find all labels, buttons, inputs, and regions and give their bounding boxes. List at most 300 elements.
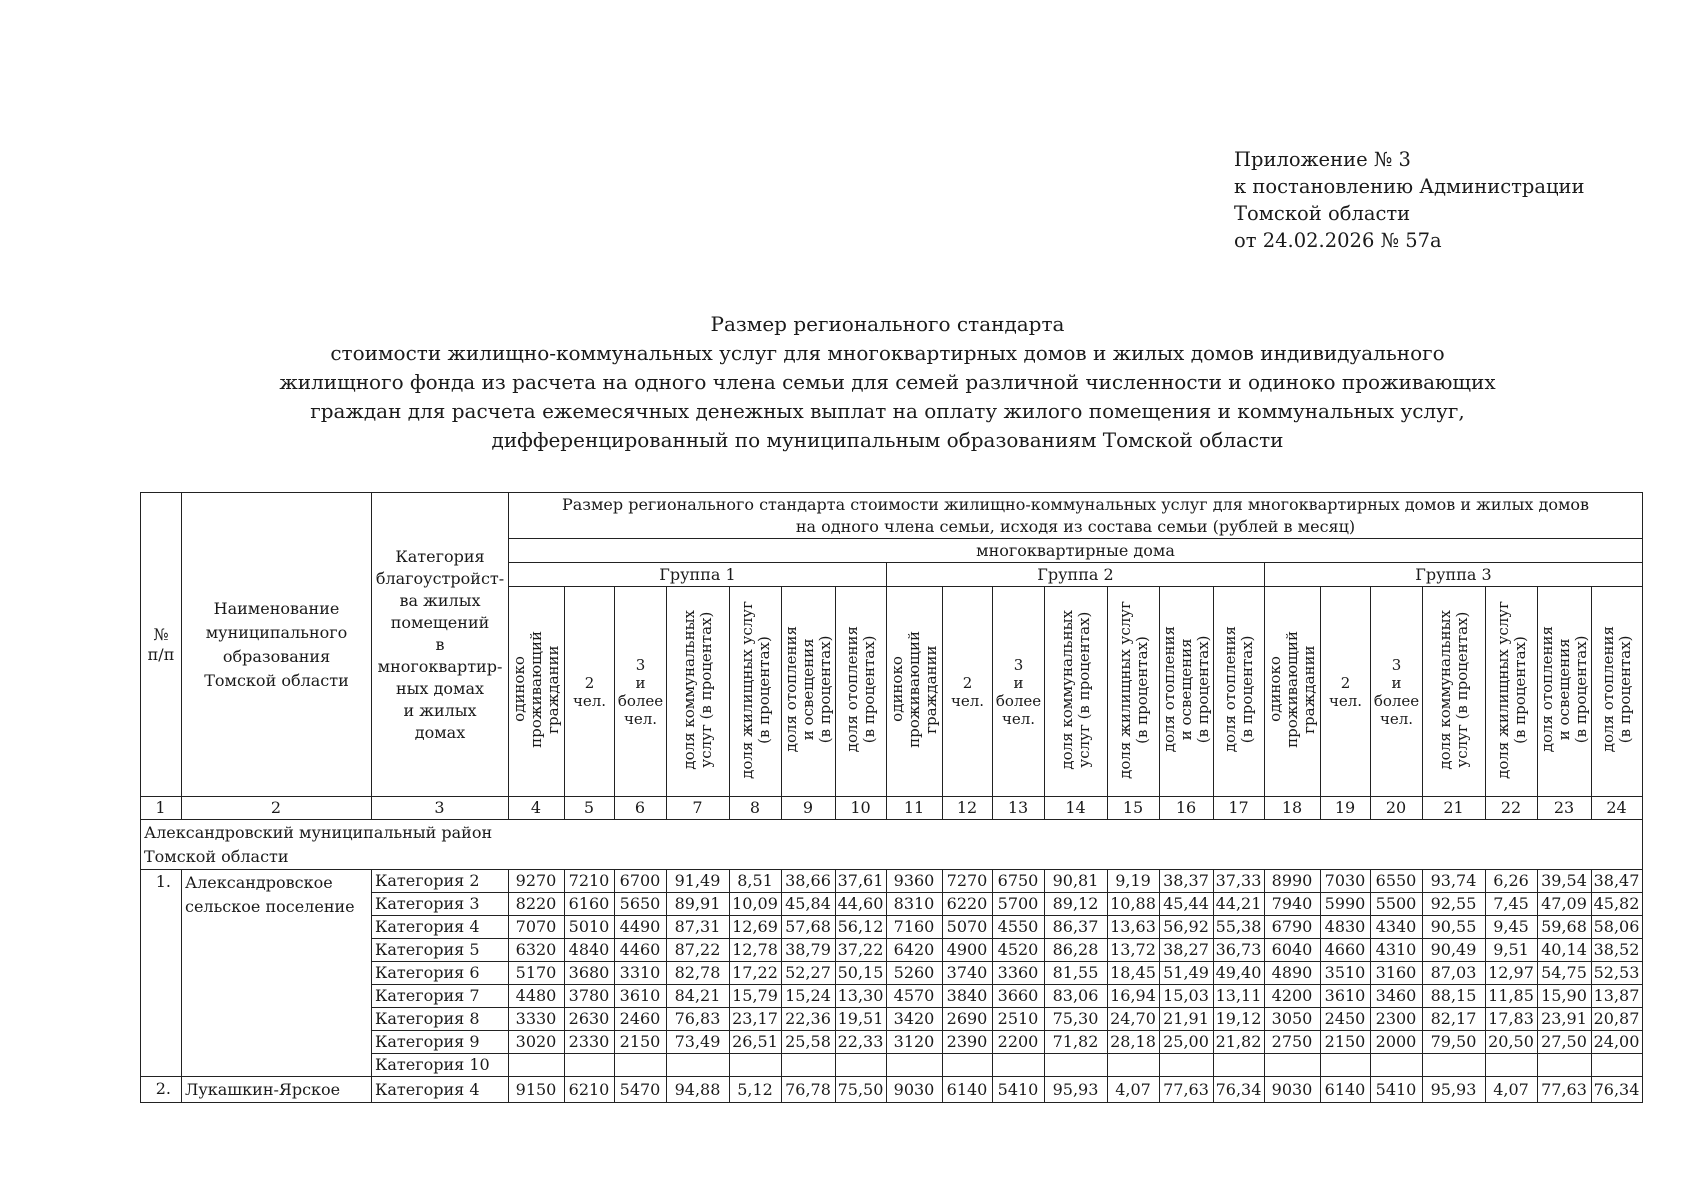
header-housing-share [730, 587, 782, 797]
category-cell: Категория 3 [372, 893, 509, 916]
value-cell: 11,85 [1486, 985, 1538, 1008]
value-cell: 6,26 [1486, 870, 1538, 893]
value-cell: 20,87 [1592, 1008, 1643, 1031]
value-cell: 89,91 [667, 893, 730, 916]
value-cell: 6040 [1265, 939, 1321, 962]
column-number: 10 [836, 797, 887, 820]
value-cell: 6140 [943, 1077, 993, 1103]
rotated-label: доля жилищных услуг (в процентах) [1493, 600, 1529, 779]
value-cell: 2450 [1321, 1008, 1371, 1031]
row-index: 1. [141, 870, 182, 1077]
value-cell: 95,93 [1423, 1077, 1486, 1103]
value-cell: 84,21 [667, 985, 730, 1008]
value-cell: 7070 [509, 916, 565, 939]
value-cell: 3660 [993, 985, 1045, 1008]
value-cell: 38,52 [1592, 939, 1643, 962]
header-housing-share [1486, 587, 1538, 797]
column-number: 5 [565, 797, 615, 820]
value-cell: 15,90 [1538, 985, 1592, 1008]
column-number: 1 [141, 797, 182, 820]
municipality-name: Лукашкин-Ярское [182, 1077, 372, 1103]
value-cell: 12,78 [730, 939, 782, 962]
column-number: 6 [615, 797, 667, 820]
value-cell [1265, 1054, 1321, 1077]
header-subheader: многоквартирные дома [509, 539, 1643, 563]
value-cell: 5500 [1371, 893, 1423, 916]
value-cell: 4490 [615, 916, 667, 939]
document-title [140, 310, 1635, 455]
value-cell: 2150 [1321, 1031, 1371, 1054]
value-cell: 15,79 [730, 985, 782, 1008]
value-cell: 89,12 [1045, 893, 1108, 916]
value-cell: 13,72 [1108, 939, 1160, 962]
column-number: 18 [1265, 797, 1321, 820]
value-cell: 51,49 [1160, 962, 1214, 985]
value-cell [1108, 1054, 1160, 1077]
value-cell: 3840 [943, 985, 993, 1008]
value-cell: 3460 [1371, 985, 1423, 1008]
value-cell: 4660 [1321, 939, 1371, 962]
value-cell: 37,61 [836, 870, 887, 893]
value-cell: 17,22 [730, 962, 782, 985]
category-cell: Категория 5 [372, 939, 509, 962]
value-cell: 4,07 [1486, 1077, 1538, 1103]
value-cell: 4200 [1265, 985, 1321, 1008]
value-cell: 2200 [993, 1031, 1045, 1054]
value-cell: 52,53 [1592, 962, 1643, 985]
column-number: 12 [943, 797, 993, 820]
value-cell: 95,93 [1045, 1077, 1108, 1103]
value-cell: 4,07 [1108, 1077, 1160, 1103]
value-cell [836, 1054, 887, 1077]
value-cell: 75,30 [1045, 1008, 1108, 1031]
value-cell: 2330 [565, 1031, 615, 1054]
header-housing-share [1108, 587, 1160, 797]
header-group-1: Группа 1 [509, 563, 887, 587]
value-cell: 3120 [887, 1031, 943, 1054]
header-heat-light-share [782, 587, 836, 797]
header-category: Категория благоустройст- ва жилых помещений в многоквартир- ных домах и жилых домах [372, 493, 509, 797]
value-cell: 5,12 [730, 1077, 782, 1103]
value-cell: 52,27 [782, 962, 836, 985]
value-cell: 12,69 [730, 916, 782, 939]
value-cell: 13,87 [1592, 985, 1643, 1008]
value-cell [1423, 1054, 1486, 1077]
rotated-label: доля отопления (в процентах) [1221, 626, 1256, 753]
municipality-name: Александровское сельское поселение [182, 870, 372, 1077]
header-row [141, 493, 1643, 539]
value-cell: 24,70 [1108, 1008, 1160, 1031]
rotated-label: доля отопления (в процентах) [843, 626, 878, 753]
value-cell: 76,78 [782, 1077, 836, 1103]
value-cell: 55,38 [1214, 916, 1265, 939]
category-cell: Категория 8 [372, 1008, 509, 1031]
header-communal-share [667, 587, 730, 797]
value-cell: 28,18 [1108, 1031, 1160, 1054]
value-cell: 13,11 [1214, 985, 1265, 1008]
value-cell [782, 1054, 836, 1077]
rotated-label: доля коммунальных услуг (в процентах) [1436, 609, 1471, 770]
category-cell: Категория 4 [372, 1077, 509, 1103]
value-cell: 5170 [509, 962, 565, 985]
header-group-3: Группа 3 [1265, 563, 1643, 587]
value-cell: 6220 [943, 893, 993, 916]
value-cell: 4900 [943, 939, 993, 962]
appendix-line: к постановлению Администрации [1234, 175, 1585, 198]
value-cell: 5070 [943, 916, 993, 939]
header-heat-light-share [1160, 587, 1214, 797]
value-cell: 3510 [1321, 962, 1371, 985]
value-cell: 3050 [1265, 1008, 1321, 1031]
value-cell: 2150 [615, 1031, 667, 1054]
value-cell: 88,15 [1423, 985, 1486, 1008]
value-cell: 3310 [615, 962, 667, 985]
value-cell: 90,49 [1423, 939, 1486, 962]
category-cell: Категория 6 [372, 962, 509, 985]
value-cell: 38,79 [782, 939, 836, 962]
value-cell: 5410 [1371, 1077, 1423, 1103]
value-cell: 56,12 [836, 916, 887, 939]
value-cell: 3780 [565, 985, 615, 1008]
rotated-label: доля коммунальных услуг (в процентах) [680, 609, 715, 770]
value-cell: 4460 [615, 939, 667, 962]
category-cell: Категория 9 [372, 1031, 509, 1054]
value-cell: 4480 [509, 985, 565, 1008]
value-cell: 45,82 [1592, 893, 1643, 916]
value-cell: 15,03 [1160, 985, 1214, 1008]
value-cell: 5700 [993, 893, 1045, 916]
value-cell: 8310 [887, 893, 943, 916]
appendix-line: от 24.02.2026 № 57а [1234, 229, 1442, 252]
table-body [141, 493, 1643, 1103]
value-cell: 44,21 [1214, 893, 1265, 916]
value-cell: 90,81 [1045, 870, 1108, 893]
header-heat-light-share [1538, 587, 1592, 797]
value-cell: 22,36 [782, 1008, 836, 1031]
value-cell: 5410 [993, 1077, 1045, 1103]
header-heating-share [1214, 587, 1265, 797]
value-cell: 6750 [993, 870, 1045, 893]
value-cell: 3360 [993, 962, 1045, 985]
value-cell: 56,92 [1160, 916, 1214, 939]
value-cell [943, 1054, 993, 1077]
column-number: 4 [509, 797, 565, 820]
value-cell: 82,78 [667, 962, 730, 985]
value-cell: 2630 [565, 1008, 615, 1031]
value-cell [1538, 1054, 1592, 1077]
value-cell: 5010 [565, 916, 615, 939]
column-number: 9 [782, 797, 836, 820]
rotated-label: одиноко проживающий граждании [510, 631, 562, 748]
value-cell: 27,50 [1538, 1031, 1592, 1054]
value-cell: 7270 [943, 870, 993, 893]
value-cell [1045, 1054, 1108, 1077]
value-cell: 92,55 [1423, 893, 1486, 916]
value-cell: 3330 [509, 1008, 565, 1031]
value-cell: 6420 [887, 939, 943, 962]
header-single-person [1265, 587, 1321, 797]
value-cell: 77,63 [1160, 1077, 1214, 1103]
appendix-line: Томской области [1234, 202, 1411, 225]
header-two-persons: 2 чел. [565, 587, 615, 797]
title-line: стоимости жилищно-коммунальных услуг для многоквартирных домов и жилых домов индивидуального [330, 341, 1445, 365]
rotated-label: доля отопления (в процентах) [1599, 626, 1634, 753]
appendix-block [1234, 146, 1585, 254]
value-cell [565, 1054, 615, 1077]
header-single-person [509, 587, 565, 797]
value-cell: 2390 [943, 1031, 993, 1054]
value-cell: 7940 [1265, 893, 1321, 916]
value-cell: 19,12 [1214, 1008, 1265, 1031]
value-cell: 6790 [1265, 916, 1321, 939]
header-heating-share [1592, 587, 1643, 797]
value-cell: 2000 [1371, 1031, 1423, 1054]
value-cell: 40,14 [1538, 939, 1592, 962]
appendix-line: Приложение № 3 [1234, 148, 1411, 171]
value-cell: 3610 [615, 985, 667, 1008]
value-cell: 59,68 [1538, 916, 1592, 939]
value-cell: 87,22 [667, 939, 730, 962]
value-cell: 9360 [887, 870, 943, 893]
rotated-label: доля отопления и освещения (в процентах) [1160, 626, 1212, 753]
column-number: 7 [667, 797, 730, 820]
value-cell: 13,30 [836, 985, 887, 1008]
rotated-label: одиноко проживающий граждании [1266, 631, 1318, 748]
value-cell: 15,24 [782, 985, 836, 1008]
value-cell: 21,91 [1160, 1008, 1214, 1031]
value-cell: 20,50 [1486, 1031, 1538, 1054]
value-cell: 73,49 [667, 1031, 730, 1054]
value-cell: 19,51 [836, 1008, 887, 1031]
value-cell: 94,88 [667, 1077, 730, 1103]
value-cell: 3020 [509, 1031, 565, 1054]
value-cell: 2300 [1371, 1008, 1423, 1031]
value-cell: 39,54 [1538, 870, 1592, 893]
value-cell: 49,40 [1214, 962, 1265, 985]
title-line: граждан для расчета ежемесячных денежных выплат на оплату жилого помещения и коммунальных услуг, [310, 399, 1465, 423]
value-cell: 2690 [943, 1008, 993, 1031]
header-communal-share [1423, 587, 1486, 797]
value-cell: 3680 [565, 962, 615, 985]
header-group-2: Группа 2 [887, 563, 1265, 587]
value-cell: 79,50 [1423, 1031, 1486, 1054]
value-cell: 3160 [1371, 962, 1423, 985]
value-cell: 91,49 [667, 870, 730, 893]
column-number: 20 [1371, 797, 1423, 820]
rotated-label: доля коммунальных услуг (в процентах) [1058, 609, 1093, 770]
column-number: 23 [1538, 797, 1592, 820]
value-cell: 22,33 [836, 1031, 887, 1054]
value-cell: 50,15 [836, 962, 887, 985]
value-cell: 13,63 [1108, 916, 1160, 939]
value-cell [993, 1054, 1045, 1077]
value-cell: 4840 [565, 939, 615, 962]
value-cell: 5650 [615, 893, 667, 916]
value-cell: 87,31 [667, 916, 730, 939]
value-cell: 44,60 [836, 893, 887, 916]
value-cell: 93,74 [1423, 870, 1486, 893]
value-cell: 5260 [887, 962, 943, 985]
column-number: 3 [372, 797, 509, 820]
rotated-label: доля жилищных услуг (в процентах) [737, 600, 773, 779]
header-two-persons: 2 чел. [943, 587, 993, 797]
value-cell: 58,06 [1592, 916, 1643, 939]
header-single-person [887, 587, 943, 797]
category-cell: Категория 7 [372, 985, 509, 1008]
value-cell: 2510 [993, 1008, 1045, 1031]
value-cell: 16,94 [1108, 985, 1160, 1008]
value-cell: 10,09 [730, 893, 782, 916]
value-cell: 6550 [1371, 870, 1423, 893]
value-cell: 38,47 [1592, 870, 1643, 893]
value-cell: 7030 [1321, 870, 1371, 893]
value-cell: 18,45 [1108, 962, 1160, 985]
value-cell [1214, 1054, 1265, 1077]
value-cell: 6320 [509, 939, 565, 962]
header-three-persons: 3 и более чел. [1371, 587, 1423, 797]
table-row [141, 870, 1643, 893]
column-number: 16 [1160, 797, 1214, 820]
value-cell: 37,33 [1214, 870, 1265, 893]
header-three-persons: 3 и более чел. [993, 587, 1045, 797]
header-two-persons: 2 чел. [1321, 587, 1371, 797]
value-cell: 25,58 [782, 1031, 836, 1054]
standard-table [140, 492, 1643, 1103]
value-cell: 38,66 [782, 870, 836, 893]
column-number: 24 [1592, 797, 1643, 820]
table-row [141, 1077, 1643, 1103]
column-number: 13 [993, 797, 1045, 820]
value-cell: 4890 [1265, 962, 1321, 985]
value-cell [667, 1054, 730, 1077]
value-cell: 75,50 [836, 1077, 887, 1103]
value-cell: 45,84 [782, 893, 836, 916]
value-cell [509, 1054, 565, 1077]
value-cell: 38,37 [1160, 870, 1214, 893]
category-cell: Категория 10 [372, 1054, 509, 1077]
value-cell: 5470 [615, 1077, 667, 1103]
value-cell: 23,17 [730, 1008, 782, 1031]
header-municipality: Наименование муниципального образования Томской области [182, 493, 372, 797]
value-cell: 7210 [565, 870, 615, 893]
value-cell: 25,00 [1160, 1031, 1214, 1054]
value-cell: 45,44 [1160, 893, 1214, 916]
header-number: № п/п [141, 493, 182, 797]
value-cell: 4570 [887, 985, 943, 1008]
column-number: 14 [1045, 797, 1108, 820]
value-cell [887, 1054, 943, 1077]
value-cell [1486, 1054, 1538, 1077]
value-cell [1321, 1054, 1371, 1077]
value-cell: 9270 [509, 870, 565, 893]
category-cell: Категория 2 [372, 870, 509, 893]
header-top: Размер регионального стандарта стоимости жилищно-коммунальных услуг для многоквартирных домов и жилых домов на одного члена семьи, исходя из состава семьи (рублей в месяц) [509, 493, 1643, 539]
rotated-label: доля отопления и освещения (в процентах) [1538, 626, 1590, 753]
column-number: 15 [1108, 797, 1160, 820]
section-title: Александровский муниципальный район Томской области [141, 820, 1643, 870]
value-cell: 38,27 [1160, 939, 1214, 962]
column-number: 11 [887, 797, 943, 820]
value-cell: 8990 [1265, 870, 1321, 893]
value-cell: 26,51 [730, 1031, 782, 1054]
value-cell: 76,34 [1592, 1077, 1643, 1103]
value-cell: 47,09 [1538, 893, 1592, 916]
value-cell: 9,45 [1486, 916, 1538, 939]
rotated-label: одиноко проживающий граждании [888, 631, 940, 748]
value-cell: 24,00 [1592, 1031, 1643, 1054]
value-cell: 6160 [565, 893, 615, 916]
column-number: 2 [182, 797, 372, 820]
value-cell: 9030 [1265, 1077, 1321, 1103]
value-cell: 10,88 [1108, 893, 1160, 916]
value-cell: 3740 [943, 962, 993, 985]
value-cell: 82,17 [1423, 1008, 1486, 1031]
value-cell: 57,68 [782, 916, 836, 939]
value-cell: 36,73 [1214, 939, 1265, 962]
rotated-label: доля отопления и освещения (в процентах) [782, 626, 834, 753]
value-cell: 8220 [509, 893, 565, 916]
value-cell: 71,82 [1045, 1031, 1108, 1054]
rotated-label: доля жилищных услуг (в процентах) [1115, 600, 1151, 779]
title-line: Размер регионального стандарта [710, 312, 1065, 336]
value-cell [1160, 1054, 1214, 1077]
value-cell: 4310 [1371, 939, 1423, 962]
section-row [141, 820, 1643, 870]
value-cell: 86,37 [1045, 916, 1108, 939]
value-cell: 3420 [887, 1008, 943, 1031]
value-cell: 4830 [1321, 916, 1371, 939]
value-cell: 12,97 [1486, 962, 1538, 985]
value-cell: 86,28 [1045, 939, 1108, 962]
value-cell: 6210 [565, 1077, 615, 1103]
value-cell: 77,63 [1538, 1077, 1592, 1103]
value-cell: 7160 [887, 916, 943, 939]
value-cell: 8,51 [730, 870, 782, 893]
value-cell: 37,22 [836, 939, 887, 962]
column-number: 21 [1423, 797, 1486, 820]
value-cell: 76,34 [1214, 1077, 1265, 1103]
value-cell: 4520 [993, 939, 1045, 962]
value-cell: 9,51 [1486, 939, 1538, 962]
value-cell [615, 1054, 667, 1077]
value-cell: 4340 [1371, 916, 1423, 939]
value-cell: 4550 [993, 916, 1045, 939]
value-cell: 2750 [1265, 1031, 1321, 1054]
column-number: 22 [1486, 797, 1538, 820]
value-cell: 81,55 [1045, 962, 1108, 985]
header-communal-share [1045, 587, 1108, 797]
value-cell: 21,82 [1214, 1031, 1265, 1054]
value-cell: 6700 [615, 870, 667, 893]
column-number: 8 [730, 797, 782, 820]
row-index: 2. [141, 1077, 182, 1103]
value-cell: 9,19 [1108, 870, 1160, 893]
category-cell: Категория 4 [372, 916, 509, 939]
title-line: жилищного фонда из расчета на одного члена семьи для семей различной численности и одиноко проживающих [279, 370, 1496, 394]
title-line: дифференцированный по муниципальным образованиям Томской области [491, 428, 1284, 452]
value-cell: 23,91 [1538, 1008, 1592, 1031]
value-cell: 87,03 [1423, 962, 1486, 985]
value-cell: 9030 [887, 1077, 943, 1103]
value-cell: 2460 [615, 1008, 667, 1031]
value-cell: 5990 [1321, 893, 1371, 916]
value-cell: 76,83 [667, 1008, 730, 1031]
value-cell: 9150 [509, 1077, 565, 1103]
value-cell [1592, 1054, 1643, 1077]
value-cell: 17,83 [1486, 1008, 1538, 1031]
value-cell: 3610 [1321, 985, 1371, 1008]
column-number: 17 [1214, 797, 1265, 820]
